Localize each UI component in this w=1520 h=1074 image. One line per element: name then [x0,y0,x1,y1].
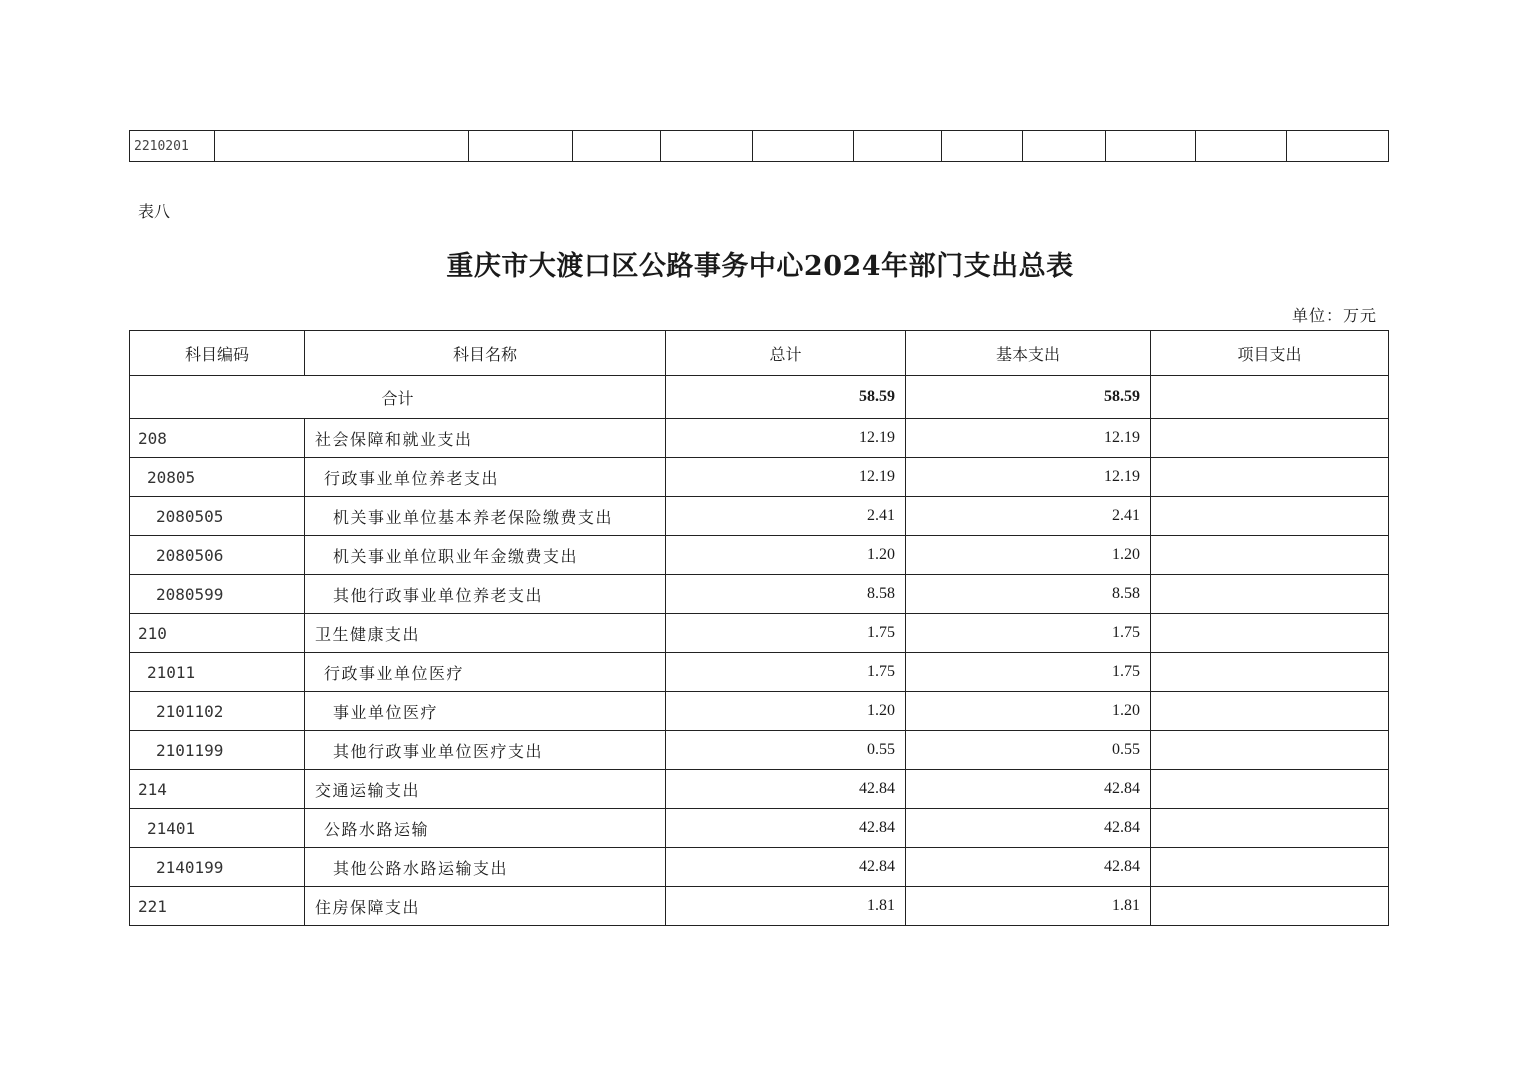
subject-name-cell: 行政事业单位医疗 [305,653,666,692]
total-cell: 1.81 [666,887,906,926]
subject-code-cell: 20805 [130,458,305,497]
total-cell: 12.19 [666,458,906,497]
subject-code-cell: 21011 [130,653,305,692]
basic-expenditure-cell: 42.84 [906,770,1151,809]
basic-expenditure-cell: 8.58 [906,575,1151,614]
subject-name-cell: 其他行政事业单位养老支出 [305,575,666,614]
subject-name-cell: 卫生健康支出 [305,614,666,653]
total-project [1151,376,1389,419]
subject-name-cell: 住房保障支出 [305,887,666,926]
table-row [130,653,1389,692]
fragment-code-cell: 2210201 [130,131,215,162]
project-expenditure-cell [1151,536,1389,575]
basic-expenditure-cell: 0.55 [906,731,1151,770]
total-cell: 2.41 [666,497,906,536]
table-row [130,536,1389,575]
subject-name-cell: 交通运输支出 [305,770,666,809]
subject-code-cell: 21401 [130,809,305,848]
subject-code-cell: 2080599 [130,575,305,614]
project-expenditure-cell [1151,848,1389,887]
table-row [130,419,1389,458]
subject-name-cell: 其他公路水路运输支出 [305,848,666,887]
basic-expenditure-cell: 42.84 [906,848,1151,887]
total-cell: 1.75 [666,653,906,692]
basic-expenditure-cell: 42.84 [906,809,1151,848]
total-cell: 0.55 [666,731,906,770]
project-expenditure-cell [1151,809,1389,848]
table-row [130,575,1389,614]
header-subject-code: 科目编码 [130,331,305,376]
header-row [130,331,1389,376]
subject-code-cell: 2080505 [130,497,305,536]
total-row [130,376,1389,419]
project-expenditure-cell [1151,458,1389,497]
project-expenditure-cell [1151,614,1389,653]
project-expenditure-cell [1151,497,1389,536]
table-row [130,731,1389,770]
subject-code-cell: 208 [130,419,305,458]
basic-expenditure-cell: 1.20 [906,536,1151,575]
table-row [130,131,1389,162]
total-cell: 1.20 [666,692,906,731]
subject-name-cell: 行政事业单位养老支出 [305,458,666,497]
table-row [130,692,1389,731]
subject-name-cell: 事业单位医疗 [305,692,666,731]
unit-label: 单位：万元 [1291,306,1377,325]
total-cell: 42.84 [666,770,906,809]
basic-expenditure-cell: 12.19 [906,419,1151,458]
basic-expenditure-cell: 1.81 [906,887,1151,926]
table-row [130,497,1389,536]
project-expenditure-cell [1151,731,1389,770]
subject-name-cell: 公路水路运输 [305,809,666,848]
project-expenditure-cell [1151,653,1389,692]
subject-code-cell: 2140199 [130,848,305,887]
subject-code-cell: 210 [130,614,305,653]
header-total: 总计 [666,331,906,376]
total-cell: 12.19 [666,419,906,458]
subject-code-cell: 2101102 [130,692,305,731]
basic-expenditure-cell: 12.19 [906,458,1151,497]
table-row [130,770,1389,809]
project-expenditure-cell [1151,770,1389,809]
basic-expenditure-cell: 2.41 [906,497,1151,536]
subject-name-cell: 机关事业单位基本养老保险缴费支出 [305,497,666,536]
subject-name-cell: 机关事业单位职业年金缴费支出 [305,536,666,575]
total-cell: 42.84 [666,848,906,887]
subject-code-cell: 221 [130,887,305,926]
table-row [130,614,1389,653]
subject-name-cell: 其他行政事业单位医疗支出 [305,731,666,770]
total-basic: 58.59 [906,376,1151,419]
total-sum: 58.59 [666,376,906,419]
subject-code-cell: 2080506 [130,536,305,575]
header-project-expenditure: 项目支出 [1151,331,1389,376]
total-cell: 42.84 [666,809,906,848]
project-expenditure-cell [1151,887,1389,926]
header-subject-name: 科目名称 [305,331,666,376]
project-expenditure-cell [1151,419,1389,458]
subject-code-cell: 2101199 [130,731,305,770]
expenditure-table [129,330,1389,926]
page-title: 重庆市大渡口区公路事务中心2024年部门支出总表 [446,251,1074,282]
basic-expenditure-cell: 1.75 [906,614,1151,653]
total-label: 合计 [130,376,666,419]
project-expenditure-cell [1151,692,1389,731]
table-number-label: 表八 [138,202,171,221]
subject-name-cell: 社会保障和就业支出 [305,419,666,458]
table-row [130,848,1389,887]
total-cell: 8.58 [666,575,906,614]
table-row [130,809,1389,848]
table-row [130,887,1389,926]
basic-expenditure-cell: 1.20 [906,692,1151,731]
header-basic-expenditure: 基本支出 [906,331,1151,376]
total-cell: 1.20 [666,536,906,575]
table-row [130,458,1389,497]
project-expenditure-cell [1151,575,1389,614]
total-cell: 1.75 [666,614,906,653]
basic-expenditure-cell: 1.75 [906,653,1151,692]
previous-table-fragment [129,130,1389,162]
subject-code-cell: 214 [130,770,305,809]
